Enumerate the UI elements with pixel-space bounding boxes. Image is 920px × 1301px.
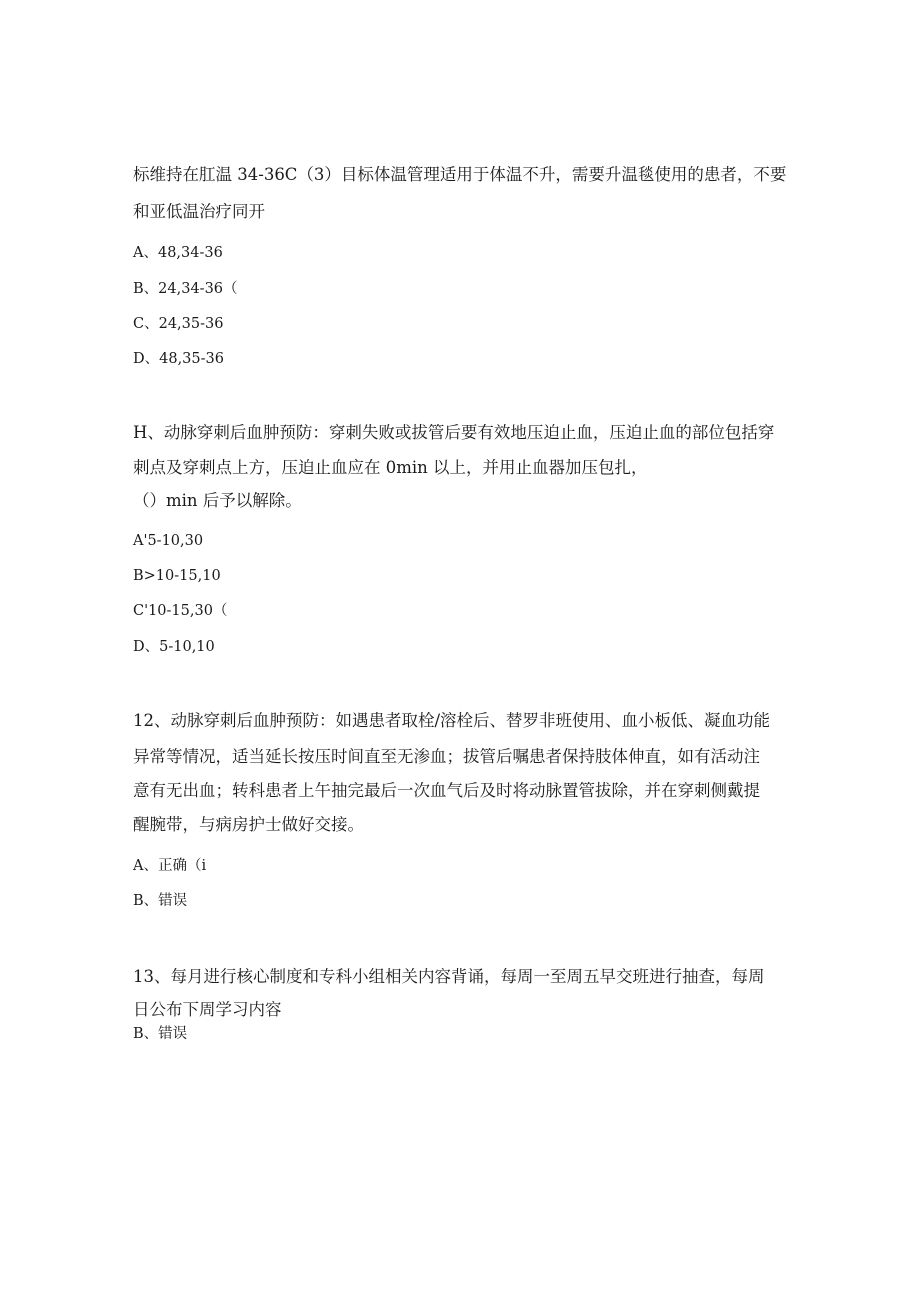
- option-b: B、错误: [133, 1026, 188, 1042]
- question-text-line: 刺点及穿刺点上方，压迫止血应在 0min 以上，并用止血器加压包扎，: [133, 458, 648, 477]
- question-text-line: 日公布下周学习内容: [133, 1000, 282, 1019]
- option-c: C、24,35-36: [133, 316, 224, 332]
- option-a: A'5-10,30: [133, 533, 204, 549]
- question-text-line: （）min 后予以解除。: [133, 491, 302, 510]
- question-text-line: 意有无出血；转科患者上午抽完最后一次血气后及时将动脉置管拔除，并在穿刺侧戴提: [133, 781, 760, 800]
- question-text-line: 和亚低温治疗同开: [133, 202, 265, 221]
- option-c: C'10-15,30（: [133, 603, 228, 619]
- option-d: D、5-10,10: [133, 639, 215, 655]
- question-text-line: 13、每月进行核心制度和专科小组相关内容背诵，每周一至周五早交班进行抽查，每周: [133, 967, 765, 986]
- option-d: D、48,35-36: [133, 351, 224, 367]
- question-text-line: 醒腕带，与病房护士做好交接。: [133, 815, 364, 834]
- question-text-line: H、动脉穿刺后血肿预防：穿刺失败或拔管后要有效地压迫止血，压迫止血的部位包括穿: [133, 423, 775, 442]
- option-a: A、48,34-36: [133, 245, 223, 261]
- option-b: B、24,34-36（: [133, 281, 238, 297]
- option-a: A、正确（i: [133, 858, 207, 874]
- option-b: B>10-15,10: [133, 568, 221, 584]
- option-b: B、错误: [133, 893, 188, 909]
- question-text-line: 标维持在肛温 34-36C（3）目标体温管理适用于体温不升，需要升温毯使用的患者，不要: [133, 165, 787, 184]
- question-text-line: 12、动脉穿刺后血肿预防：如遇患者取栓/溶栓后、替罗非班使用、血小板低、凝血功能: [133, 711, 771, 730]
- question-text-line: 异常等情况，适当延长按压时间直至无渗血；拔管后嘱患者保持肢体伸直，如有活动注: [133, 747, 760, 766]
